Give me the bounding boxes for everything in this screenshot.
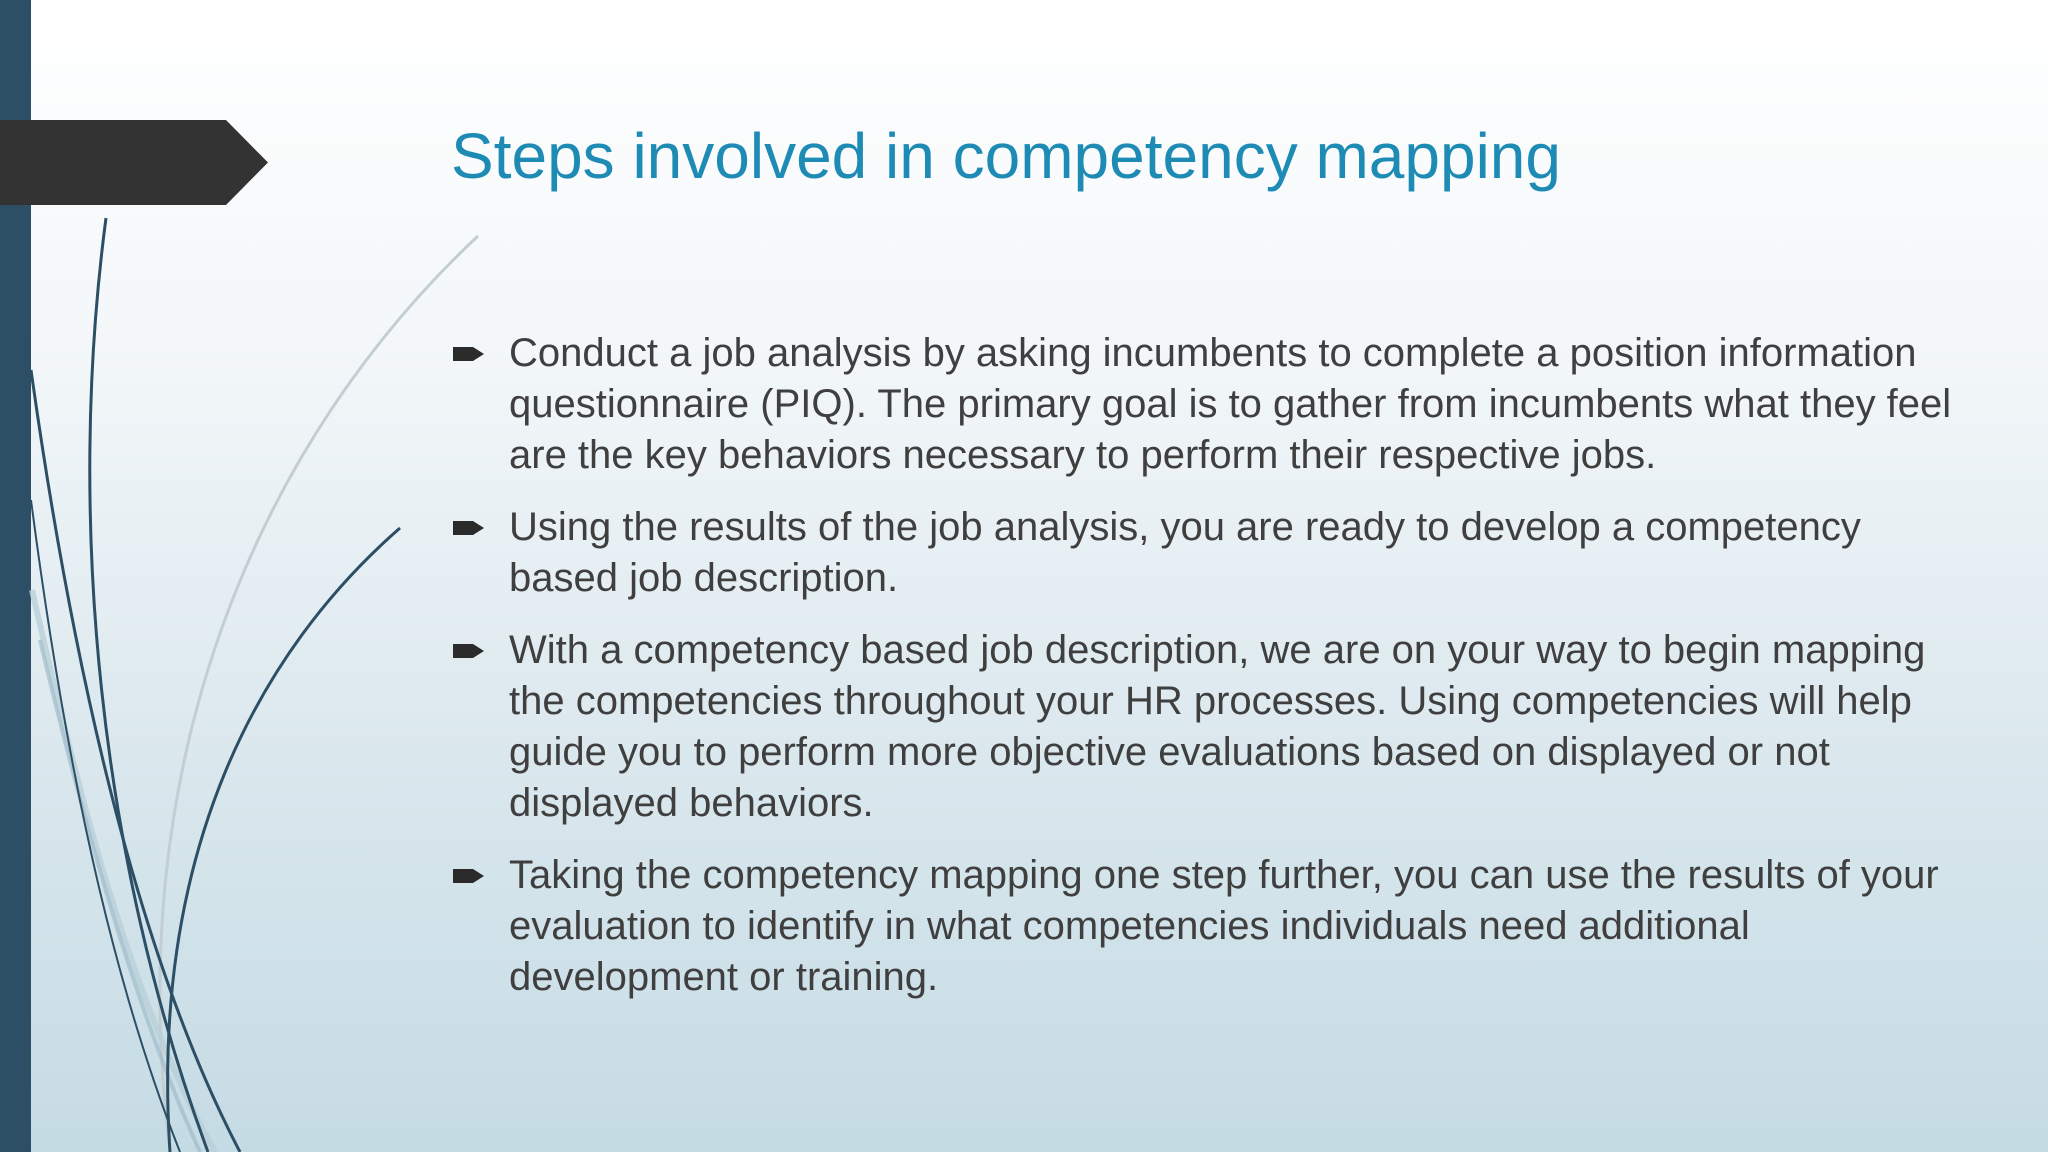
- arrow-bullet-icon: [453, 518, 485, 538]
- bullet-list: [452, 328, 1972, 1024]
- arrow-bullet-icon: [453, 641, 485, 661]
- bullet-item: [452, 625, 1972, 829]
- bullet-text: With a competency based job description, we are on your way to begin mapping the competencies throughout your HR processes. Using competencies will help guide you to perform more objective evaluations based on displayed or not displayed behaviors.: [509, 628, 1926, 825]
- arrow-bullet-icon: [453, 866, 485, 886]
- bullet-text: Conduct a job analysis by asking incumbents to complete a position information questionnaire (PIQ). The primary goal is to gather from incumbents what they feel are the key behaviors necessary to perform their respective jobs.: [509, 331, 1952, 477]
- title-tab-shape: [0, 120, 268, 205]
- bullet-item: [452, 328, 1972, 481]
- arrow-bullet-icon: [453, 344, 485, 364]
- bullet-text: Taking the competency mapping one step further, you can use the results of your evaluation to identify in what competencies individuals need additional development or training.: [509, 853, 1939, 999]
- slide-title: Steps involved in competency mapping: [451, 120, 1561, 192]
- bullet-text: Using the results of the job analysis, you are ready to develop a competency based job description.: [509, 505, 1861, 600]
- bullet-item: [452, 850, 1972, 1003]
- bullet-item: [452, 502, 1972, 604]
